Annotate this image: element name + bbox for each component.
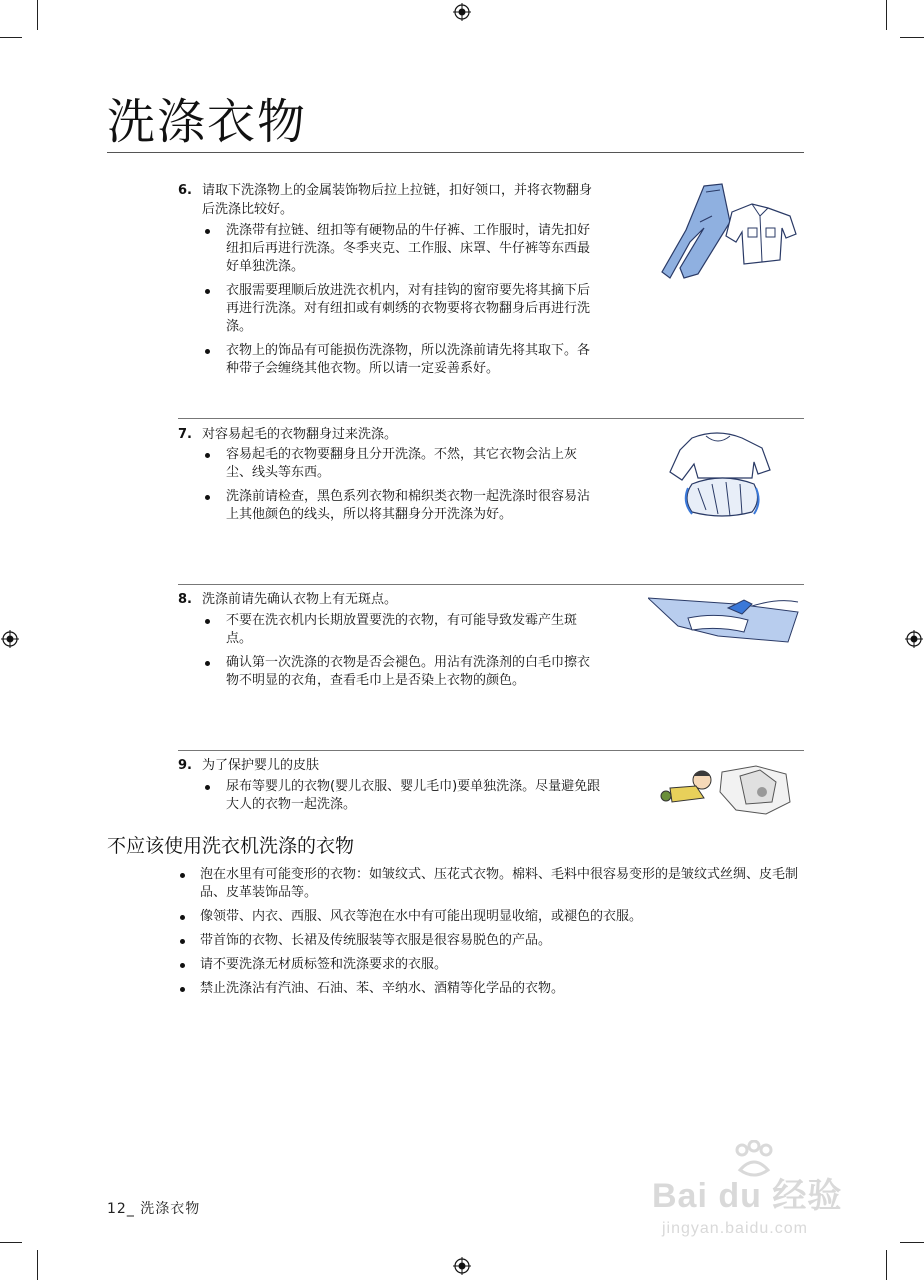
watermark-brand: Bai du 经验 [652, 1177, 843, 1215]
list-item: 不要在洗衣机内长期放置要洗的衣物，有可能导致发霉产生斑点。 [203, 612, 601, 648]
section-rule [178, 584, 804, 585]
page-title: 洗涤衣物 [107, 94, 308, 150]
crop-mark [0, 1242, 22, 1243]
section-rule [178, 750, 804, 751]
list-item: 禁止洗涤沾有汽油、石油、苯、辛纳水、酒精等化学品的衣物。 [178, 980, 808, 998]
list-item: 尿布等婴儿的衣物(婴儿衣服、婴儿毛巾)要单独洗涤。尽量避免跟大人的衣物一起洗涤。 [203, 778, 607, 814]
item-7-heading [178, 425, 602, 444]
list-item: 衣物上的饰品有可能损伤洗涤物，所以洗涤前请先将其取下。各种带子会缠绕其他衣物。所以请一定妥善系好。 [203, 342, 601, 378]
crop-mark [37, 1250, 38, 1280]
list-item: 泡在水里有可能变形的衣物：如皱纹式、压花式衣物。棉料、毛料中很容易变形的是皱纹式丝绸、皮毛制品、皮革装饰品等。 [178, 866, 808, 902]
towel-stain-check-illustration [648, 590, 800, 650]
item-number: 7. [178, 427, 192, 442]
baby-clothes-illustration [656, 762, 796, 820]
page-footer: 12_ 洗涤衣物 [107, 1201, 201, 1217]
item-6-heading [178, 181, 602, 219]
list-item: 洗涤前请检查，黑色系列衣物和棉织类衣物一起洗涤时很容易沾上其他颜色的线头，所以将其翻身分开洗涤为好。 [203, 488, 601, 524]
item-heading-text: 洗涤前请先确认衣物上有无斑点。 [202, 592, 398, 607]
item-6-bullets [203, 222, 601, 384]
item-9-bullets [203, 778, 607, 820]
item-number: 9. [178, 758, 192, 773]
item-heading-text: 为了保护婴儿的皮肤 [202, 758, 320, 773]
item-number: 6. [178, 183, 192, 198]
registration-mark-icon [453, 3, 471, 21]
crop-mark [886, 0, 887, 30]
item-heading-text: 请取下洗涤物上的金属装饰物后拉上拉链，扣好领口，并将衣物翻身后洗涤比较好。 [202, 183, 593, 217]
crop-mark [900, 37, 924, 38]
registration-mark-icon [905, 630, 923, 648]
list-item: 像领带、内衣、西服、风衣等泡在水中有可能出现明显收缩，或褪色的衣服。 [178, 908, 808, 926]
prohibited-items-list [178, 866, 808, 1004]
item-number: 8. [178, 592, 192, 607]
item-9-heading [178, 756, 602, 775]
clothes-jeans-shirt-illustration [660, 182, 800, 282]
crop-mark [886, 1250, 887, 1280]
item-8-bullets [203, 612, 601, 696]
list-item: 衣服需要理顺后放进洗衣机内，对有挂钩的窗帘要先将其摘下后再进行洗涤。对有纽扣或有刺绣的衣物要将衣物翻身后再进行洗涤。 [203, 282, 601, 336]
list-item: 确认第一次洗涤的衣物是否会褪色。用沾有洗涤剂的白毛巾擦衣物不明显的衣角，查看毛巾上是否染上衣物的颜色。 [203, 654, 601, 690]
sweater-inside-out-illustration [662, 428, 782, 520]
list-item: 请不要洗涤无材质标签和洗涤要求的衣服。 [178, 956, 808, 974]
list-item: 容易起毛的衣物要翻身且分开洗涤。不然，其它衣物会沾上灰尘、线头等东西。 [203, 446, 601, 482]
title-rule [107, 152, 804, 153]
list-item: 带首饰的衣物、长裙及传统服装等衣服是很容易脱色的产品。 [178, 932, 808, 950]
item-heading-text: 对容易起毛的衣物翻身过来洗涤。 [202, 427, 398, 442]
watermark-url: jingyan.baidu.com [662, 1220, 808, 1237]
crop-mark [0, 37, 22, 38]
crop-mark [37, 0, 38, 30]
item-7-bullets [203, 446, 601, 530]
list-item: 洗涤带有拉链、纽扣等有硬物品的牛仔裤、工作服时，请先扣好纽扣后再进行洗涤。冬季夹克、工作服、床罩、牛仔裤等东西最好单独洗涤。 [203, 222, 601, 276]
registration-mark-icon [453, 1257, 471, 1275]
item-8-heading [178, 590, 602, 609]
registration-mark-icon [1, 630, 19, 648]
section-heading: 不应该使用洗衣机洗涤的衣物 [107, 835, 355, 857]
baidu-watermark [648, 1140, 868, 1250]
crop-mark [900, 1242, 924, 1243]
section-rule [178, 418, 804, 419]
